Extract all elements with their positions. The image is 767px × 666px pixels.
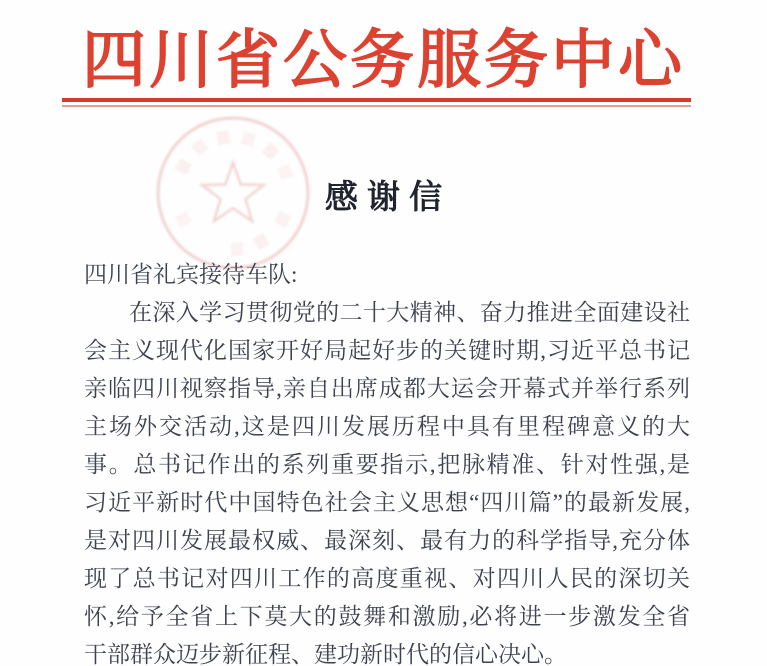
letter-body (84, 256, 690, 666)
body-line: 是对四川发展最权威、最深刻、最有力的科学指导,充分体 (84, 528, 690, 553)
body-line: 主场外交活动,这是四川发展历程中具有里程碑意义的大 (84, 414, 690, 439)
letter-title: 感 谢 信 (324, 178, 443, 215)
salutation-line: 四川省礼宾接待车队: (84, 262, 298, 287)
divider-thick-line (62, 98, 691, 102)
letterhead-divider (62, 98, 691, 107)
body-line: 事。总书记作出的系列重要指示,把脉精准、针对性强,是 (84, 452, 690, 477)
divider-thin-line (62, 105, 691, 107)
body-line: 亲临四川视察指导,亲自出席成都大运会开幕式并举行系列 (84, 376, 690, 401)
body-line: 怀,给予全省上下莫大的鼓舞和激励,必将进一步激发全省 (84, 604, 690, 629)
body-line: 干部群众迈步新征程、建功新时代的信心决心。 (84, 642, 567, 666)
letterhead-org-name: 四川省公务服务中心 (82, 25, 685, 96)
body-line: 现了总书记对四川工作的高度重视、对四川人民的深切关 (84, 566, 690, 591)
body-line: 在深入学习贯彻党的二十大精神、奋力推进全面建设社 (129, 300, 690, 325)
body-line: 会主义现代化国家开好局起好步的关键时期,习近平总书记 (84, 338, 690, 363)
body-line: 习近平新时代中国特色社会主义思想“四川篇”的最新发展, (84, 490, 690, 515)
